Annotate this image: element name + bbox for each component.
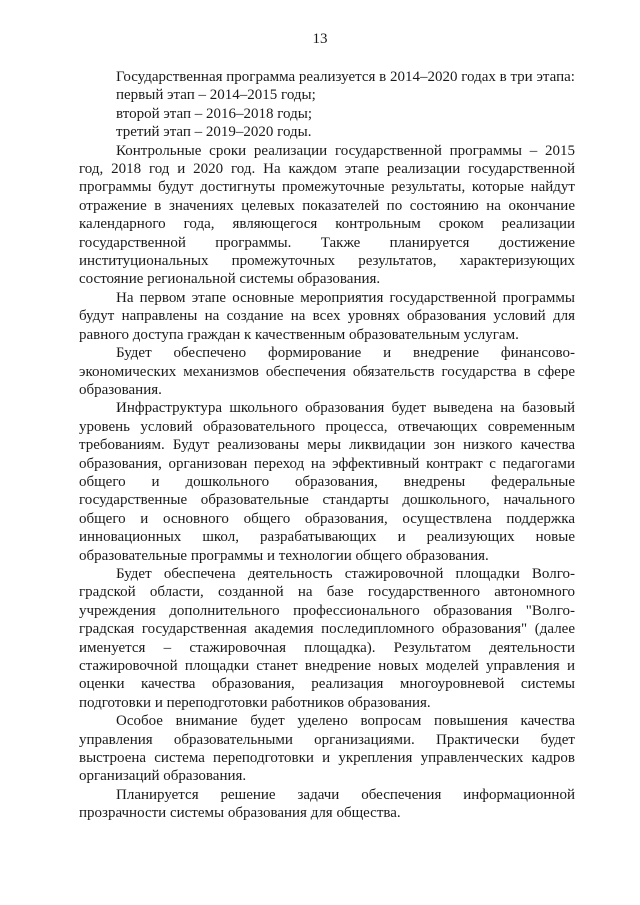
page-number: 13 <box>312 31 328 47</box>
paragraph-control-dates: Контрольные сроки реализации государственной программы – 2015 год, 2018 год и 2020 год. На каждом этапе реализации государственной программы будут достигнуты промежуточные результаты, которые найдут отражение в значениях целевых показателей по состоянию на окончание календарного года, являющегося контрольным сроком реализации государственной программы. Также планируется достижение институциональных промежуточных результатов, характеризующих состояние региональной системы образования. <box>79 142 575 288</box>
list-item-stage-3: третий этап – 2019–2020 годы. <box>116 124 312 141</box>
paragraph-stages-intro: Государственная программа реализуется в 2014–2020 годах в три этапа: <box>116 69 575 85</box>
list-item-stage-1: первый этап – 2014–2015 годы; <box>116 87 316 104</box>
paragraph-transparency: Планируется решение задачи обеспечения информационной прозрачности системы образования для общества. <box>79 786 575 822</box>
paragraph-training-platform: Будет обеспечена деятельность стажировочной площадки Волгоградской области, созданной на базе государственного автономного учреждения дополнительного профессионального образования "Волгоградская государственная академия последипломного образования" (далее именуется – стажировочная площадка). Результатом деятельности стажировочной площадки станет внедрение новых моделей управления и оценки качества образования, реализация многоуровневой системы подготовки и переподготовки работников образования. <box>79 565 575 711</box>
paragraph-management-quality: Особое внимание будет уделено вопросам повышения качества управления образовательными организациями. Практически будет выстроена система переподготовки и укрепления управленческих кадров организаций образования. <box>79 713 575 785</box>
paragraph-first-stage: На первом этапе основные мероприятия государственной программы будут направлены на создание на всех уровнях образования условий для равного доступа граждан к качественным образовательным услугам. <box>79 289 575 343</box>
document-body <box>79 68 575 823</box>
list-item-stage-2: второй этап – 2016–2018 годы; <box>116 105 312 122</box>
paragraph-financial-mechanisms: Будет обеспечено формирование и внедрение финансово-экономических механизмов обеспечения обязательств государства в сфере образования. <box>79 345 575 398</box>
paragraph-school-infrastructure: Инфраструктура школьного образования будет выведена на базовый уровень условий образовательного процесса, отвечающих современным требованиям. Будут реализованы меры ликвидации зон низкого качества образования, организован переход на эффективный контракт с педагогами общего и дошкольного образования, внедрены федеральные государственные образовательные стандарты дошкольного, начального общего и основного общего образования, осуществлена поддержка инновационных школ, разрабатывающих и реализующих новые образовательные программы и технологии общего образования. <box>79 400 575 564</box>
